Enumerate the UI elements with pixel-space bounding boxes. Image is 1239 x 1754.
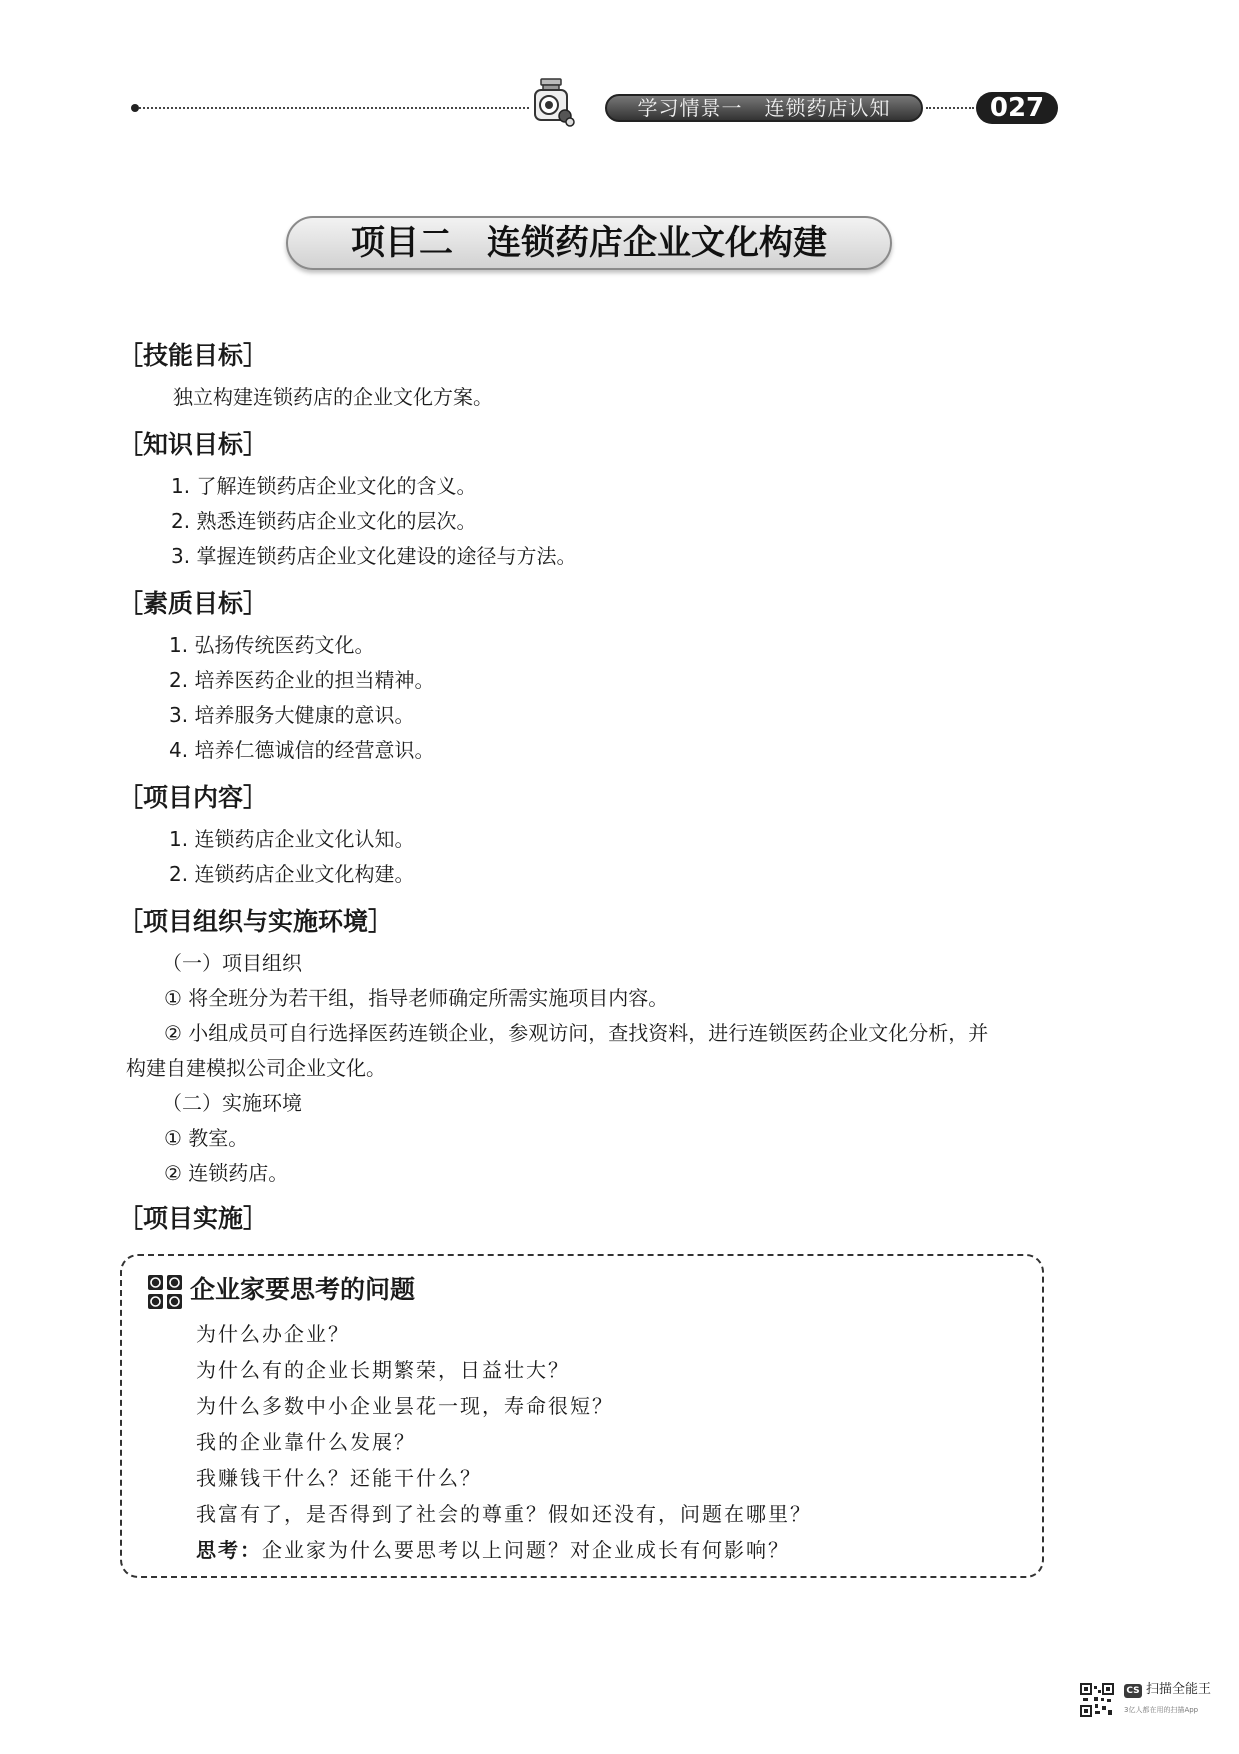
knowledge-line: 3. 掌握连锁药店企业文化建设的途径与方法。 [171,544,577,568]
heading-skill-objectives: ［技能目标］ [118,341,269,370]
organization-line: ② 连锁药店。 [164,1161,289,1185]
question-box-title: 企业家要思考的问题 [190,1275,416,1304]
header-rule-dot [131,104,139,112]
quality-line: 4. 培养仁德诚信的经营意识。 [169,738,435,762]
scanner-app-name: 扫描全能王 [1146,1682,1212,1697]
question-line: 我赚钱干什么？还能干什么？ [196,1466,482,1490]
quality-line: 2. 培养医药企业的担当精神。 [169,668,435,692]
heading-project-content: ［项目内容］ [118,783,269,812]
medicine-bottle-icon [527,78,577,128]
quality-line: 1. 弘扬传统医药文化。 [169,633,375,657]
organization-line: （一）项目组织 [162,951,302,975]
organization-line: ① 教室。 [164,1126,249,1150]
four-circles-icon [148,1275,182,1309]
knowledge-line: 1. 了解连锁药店企业文化的含义。 [171,474,477,498]
content-line: 1. 连锁药店企业文化认知。 [169,827,415,851]
question-line: 我的企业靠什么发展？ [196,1430,416,1454]
chapter-label: 学习情景一 连锁药店认知 [605,94,923,122]
think-label: 思考： [196,1538,262,1562]
skill-line: 独立构建连锁药店的企业文化方案。 [173,385,493,409]
organization-line: ② 小组成员可自行选择医药连锁企业，参观访问，查找资料，进行连锁医药企业文化分析，并 [164,1021,989,1045]
header-dotted-rule-left [139,107,529,109]
scanner-badge: CS [1124,1684,1142,1698]
organization-line: 构建自建模拟公司企业文化。 [126,1056,386,1080]
scanner-app-subtitle: 3亿人都在用的扫描App [1124,1706,1199,1714]
question-line: 为什么多数中小企业昙花一现，寿命很短？ [196,1394,614,1418]
heading-quality-objectives: ［素质目标］ [118,589,269,618]
heading-organization-environment: ［项目组织与实施环境］ [118,907,394,936]
heading-knowledge-objectives: ［知识目标］ [118,430,269,459]
question-line: 为什么办企业？ [196,1322,350,1346]
heading-project-implementation: ［项目实施］ [118,1204,269,1233]
qr-code-icon [1080,1683,1114,1717]
page-number: 027 [976,92,1058,124]
organization-line: ① 将全班分为若干组，指导老师确定所需实施项目内容。 [164,986,669,1010]
content-line: 2. 连锁药店企业文化构建。 [169,862,415,886]
think-question [196,1536,790,1564]
project-title: 项目二 连锁药店企业文化构建 [286,216,892,270]
header-dotted-rule-right [926,107,974,109]
question-line: 为什么有的企业长期繁荣，日益壮大？ [196,1358,570,1382]
question-line: 我富有了，是否得到了社会的尊重？假如还没有，问题在哪里？ [196,1502,812,1526]
organization-line: （二）实施环境 [162,1091,302,1115]
quality-line: 3. 培养服务大健康的意识。 [169,703,415,727]
knowledge-line: 2. 熟悉连锁药店企业文化的层次。 [171,509,477,533]
think-text: 企业家为什么要思考以上问题？对企业成长有何影响？ [262,1538,790,1562]
